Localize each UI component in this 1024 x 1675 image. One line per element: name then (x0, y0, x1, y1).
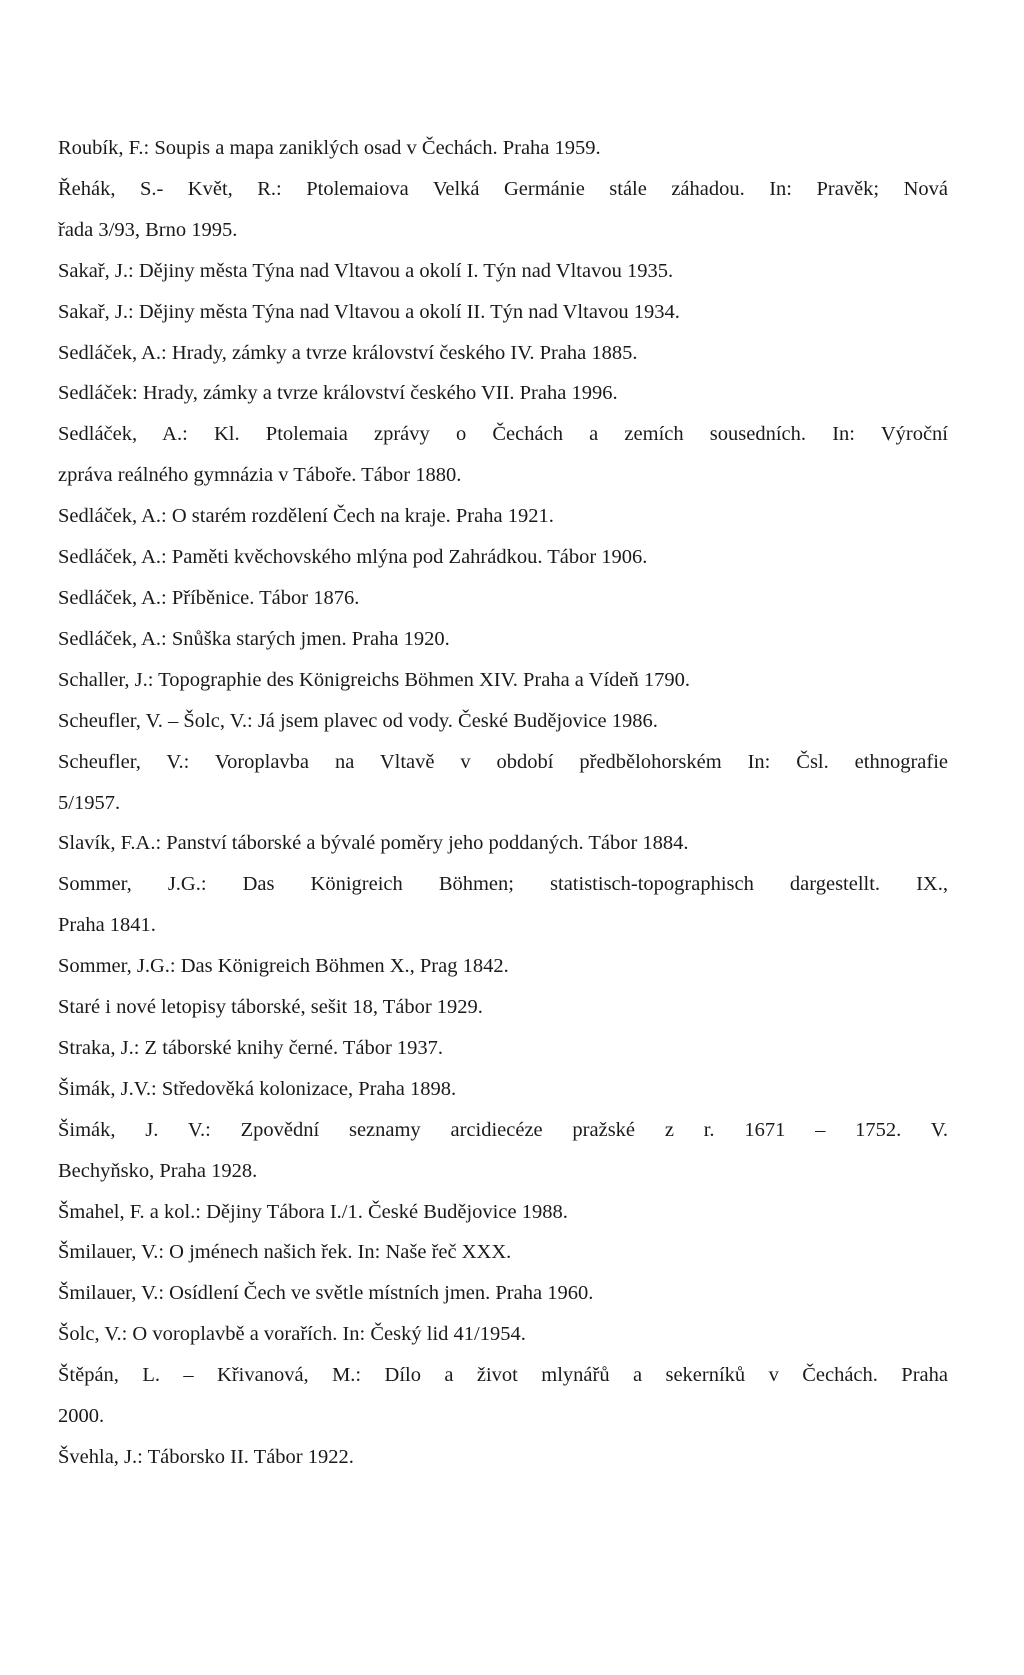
entry-line: Šmilauer, V.: O jménech našich řek. In: Naše řeč XXX. (58, 1241, 512, 1264)
bibliography-entry (58, 128, 948, 169)
entry-line: Slavík, F.A.: Panství táborské a bývalé poměry jeho poddaných. Tábor 1884. (58, 832, 689, 855)
entry-line: Šolc, V.: O voroplavbě a vorařích. In: Český lid 41/1954. (58, 1323, 526, 1346)
bibliography-entry (58, 619, 948, 660)
bibliography-entry (58, 537, 948, 578)
entry-line: Schaller, J.: Topographie des Königreichs Böhmen XIV. Praha a Vídeň 1790. (58, 668, 690, 691)
entry-line: Sedláček, A.: Příběnice. Tábor 1876. (58, 586, 360, 609)
bibliography-entry (58, 946, 948, 987)
bibliography-entry (58, 333, 948, 374)
entry-line: Sedláček, A.: Paměti kvěchovského mlýna pod Zahrádkou. Tábor 1906. (58, 546, 648, 569)
bibliography-entry (58, 496, 948, 537)
entry-line: Sommer, J.G.: Das Königreich Böhmen; statistisch-topographisch dargestellt. IX., (58, 873, 948, 896)
entry-line: Šmahel, F. a kol.: Dějiny Tábora I./1. České Budějovice 1988. (58, 1200, 568, 1223)
entry-line: Bechyňsko, Praha 1928. (58, 1159, 258, 1182)
entry-line: Štěpán, L. – Křivanová, M.: Dílo a život mlynářů a sekerníků v Čechách. Praha (58, 1364, 948, 1387)
bibliography-entry (58, 660, 948, 701)
entry-line: Šimák, J. V.: Zpovědní seznamy arcidiecéze pražské z r. 1671 – 1752. V. (58, 1118, 948, 1141)
entry-line: 5/1957. (58, 791, 121, 814)
bibliography-entry (58, 1110, 948, 1192)
entry-line: Sedláček, A.: O starém rozdělení Čech na kraje. Praha 1921. (58, 505, 554, 528)
bibliography-entry (58, 864, 948, 946)
entry-line: Praha 1841. (58, 914, 156, 937)
entry-line: Sedláček, A.: Snůška starých jmen. Praha 1920. (58, 627, 450, 650)
entry-line: 2000. (58, 1405, 105, 1428)
entry-line: řada 3/93, Brno 1995. (58, 218, 238, 241)
bibliography-entry (58, 292, 948, 333)
bibliography-entry (58, 823, 948, 864)
entry-line: Scheufler, V. – Šolc, V.: Já jsem plavec od vody. České Budějovice 1986. (58, 709, 658, 732)
bibliography-entry (58, 742, 948, 824)
entry-line: Řehák, S.- Květ, R.: Ptolemaiova Velká Germánie stále záhadou. In: Pravěk; Nová (58, 177, 948, 200)
bibliography-entry (58, 578, 948, 619)
entry-line: Šmilauer, V.: Osídlení Čech ve světle místních jmen. Praha 1960. (58, 1282, 594, 1305)
bibliography-entry (58, 251, 948, 292)
bibliography-entry (58, 1355, 948, 1437)
bibliography-entry (58, 169, 948, 251)
entry-line: Sedláček, A.: Kl. Ptolemaia zprávy o Čechách a zemích sousedních. In: Výroční (58, 423, 948, 446)
bibliography-entry (58, 1192, 948, 1233)
bibliography-entry (58, 1273, 948, 1314)
bibliography-entry (58, 1314, 948, 1355)
entry-line: Sakař, J.: Dějiny města Týna nad Vltavou a okolí I. Týn nad Vltavou 1935. (58, 259, 674, 282)
bibliography-entry (58, 1437, 948, 1478)
entry-line: Scheufler, V.: Voroplavba na Vltavě v období předbělohorském In: Čsl. ethnografie (58, 750, 948, 773)
entry-line: Roubík, F.: Soupis a mapa zaniklých osad v Čechách. Praha 1959. (58, 137, 601, 159)
entry-line: zpráva reálného gymnázia v Táboře. Tábor 1880. (58, 464, 462, 487)
entry-line: Staré i nové letopisy táborské, sešit 18, Tábor 1929. (58, 996, 483, 1019)
entry-line: Šimák, J.V.: Středověká kolonizace, Praha 1898. (58, 1077, 457, 1100)
entry-line: Švehla, J.: Táborsko II. Tábor 1922. (58, 1446, 354, 1468)
bibliography-entry (58, 701, 948, 742)
bibliography-entry (58, 1232, 948, 1273)
entry-line: Sakař, J.: Dějiny města Týna nad Vltavou a okolí II. Týn nad Vltavou 1934. (58, 300, 680, 323)
bibliography-entry (58, 987, 948, 1028)
bibliography-entry (58, 1069, 948, 1110)
bibliography-entry (58, 414, 948, 496)
entry-line: Sedláček, A.: Hrady, zámky a tvrze království českého IV. Praha 1885. (58, 341, 638, 364)
entry-line: Sommer, J.G.: Das Königreich Böhmen X., Prag 1842. (58, 955, 509, 978)
entry-line: Sedláček: Hrady, zámky a tvrze království českého VII. Praha 1996. (58, 382, 618, 405)
bibliography-entry (58, 1028, 948, 1069)
bibliography-page (58, 128, 948, 1478)
bibliography-entry (58, 373, 948, 414)
entry-line: Straka, J.: Z táborské knihy černé. Tábor 1937. (58, 1036, 444, 1059)
